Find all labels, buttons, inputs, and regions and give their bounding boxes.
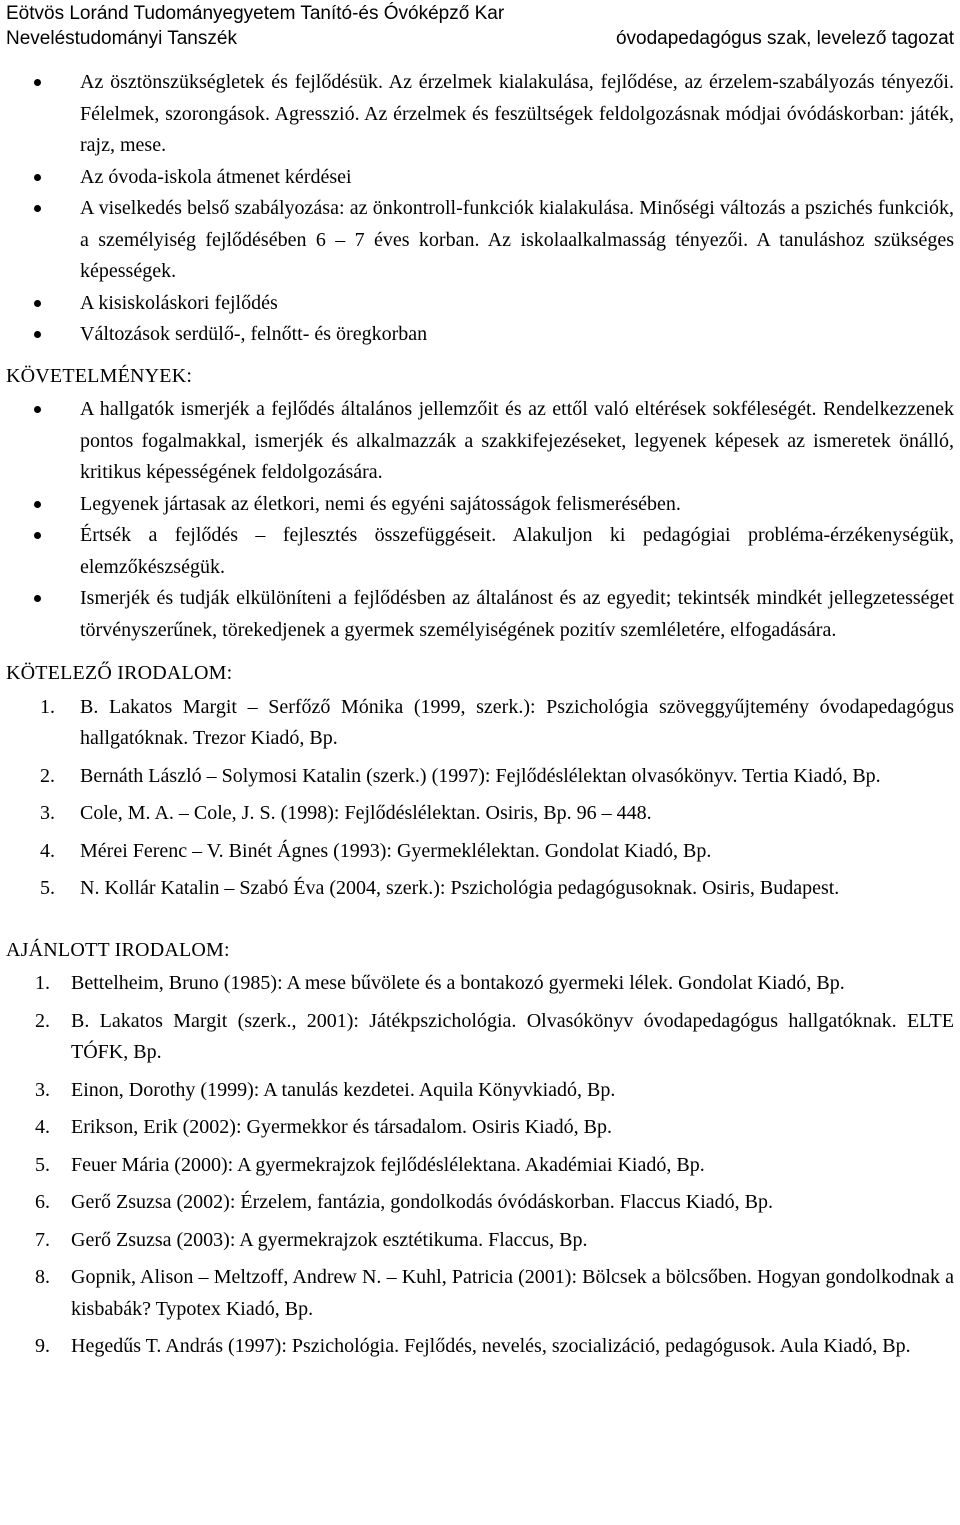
literature-item bbox=[6, 692, 954, 755]
item-number: 3. bbox=[40, 802, 55, 824]
topic-item: A kisiskoláskori fejlődés bbox=[6, 288, 954, 320]
program-name: óvodapedagógus szak, levelező tagozat bbox=[615, 28, 954, 49]
item-number: 9. bbox=[35, 1335, 50, 1357]
item-number: 2. bbox=[35, 1009, 50, 1032]
item-number: 4. bbox=[40, 839, 55, 862]
item-number: 4. bbox=[35, 1116, 50, 1138]
item-text: Gerő Zsuzsa (2003): A gyermekrajzok esztétikuma. Flaccus, Bp. bbox=[71, 1228, 588, 1251]
item-text: Gerő Zsuzsa (2002): Érzelem, fantázia, gondolkodás óvódáskorban. Flaccus Kiadó, Bp. bbox=[71, 1191, 774, 1213]
required-literature-list bbox=[6, 692, 954, 905]
section-spacer bbox=[6, 905, 954, 925]
item-text: B. Lakatos Margit (szerk., 2001): Játékpszichológia. Olvasókönyv óvodapedagógus hallgatóknak. ELTE TÓFK, Bp. bbox=[71, 1009, 954, 1063]
item-text: Einon, Dorothy (1999): A tanulás kezdetei. Aquila Könyvkiadó, Bp. bbox=[71, 1078, 616, 1101]
literature-item bbox=[6, 1112, 954, 1144]
recommended-literature-list bbox=[6, 968, 954, 1363]
item-number: 3. bbox=[35, 1078, 50, 1101]
literature-item bbox=[6, 761, 954, 793]
item-number: 5. bbox=[40, 877, 55, 899]
literature-item bbox=[6, 1331, 954, 1363]
item-text: Cole, M. A. – Cole, J. S. (1998): Fejlődéslélektan. Osiris, Bp. 96 – 448. bbox=[80, 802, 652, 824]
item-text: Feuer Mária (2000): A gyermekrajzok fejlődéslélektana. Akadémiai Kiadó, Bp. bbox=[71, 1153, 705, 1176]
item-text: Mérei Ferenc – V. Binét Ágnes (1993): Gyermeklélektan. Gondolat Kiadó, Bp. bbox=[80, 839, 712, 862]
department-name: Neveléstudományi Tanszék bbox=[6, 28, 237, 49]
requirements-title: KÖVETELMÉNYEK: bbox=[6, 364, 193, 387]
requirements-list bbox=[6, 394, 954, 646]
item-number: 1. bbox=[40, 695, 55, 718]
item-text: Bettelheim, Bruno (1985): A mese bűvölete és a bontakozó gyermeki lélek. Gondolat Kiadó, Bp. bbox=[71, 972, 845, 994]
item-text: N. Kollár Katalin – Szabó Éva (2004, szerk.): Pszichológia pedagógusoknak. Osiris, Budapest. bbox=[80, 877, 840, 899]
header-row-1 bbox=[6, 1, 954, 26]
topic-item: A viselkedés belső szabályozása: az önkontroll-funkciók kialakulása. Minőségi változás a pszichés funkciók, a személyiség fejlődésében 6 – 7 éves korban. Az iskolaalkalmasság tényezői. A tanuláshoz szükséges képességek. bbox=[6, 193, 954, 288]
literature-item bbox=[6, 1187, 954, 1219]
document-body bbox=[6, 56, 954, 1363]
requirement-item: Értsék a fejlődés – fejlesztés összefüggéseit. Alakuljon ki pedagógiai probléma-érzékenységük, elemzőkészségük. bbox=[6, 520, 954, 583]
literature-item bbox=[6, 1262, 954, 1325]
item-number: 7. bbox=[35, 1228, 50, 1251]
item-number: 1. bbox=[35, 972, 50, 994]
literature-item bbox=[6, 1075, 954, 1107]
item-number: 2. bbox=[40, 764, 55, 787]
item-number: 6. bbox=[35, 1191, 50, 1213]
literature-item bbox=[6, 1006, 954, 1069]
topic-list bbox=[6, 67, 954, 351]
header-row-2 bbox=[6, 26, 954, 51]
literature-item bbox=[6, 798, 954, 830]
item-text: Gopnik, Alison – Meltzoff, Andrew N. – Kuhl, Patricia (2001): Bölcsek a bölcsőben. Hogyan gondolkodnak a kisbabák? Typotex Kiadó, Bp. bbox=[71, 1266, 954, 1320]
requirement-item: Ismerjék és tudják elkülöníteni a fejlődésben az általánost és az egyedit; tekintsék mindkét jellegzetességet törvényszerűnek, törekedjenek a gyermek személyiségének pozitív szemléletére, elfogadására. bbox=[6, 583, 954, 646]
page-header bbox=[6, 0, 954, 56]
requirement-item: A hallgatók ismerjék a fejlődés általános jellemzőit és az ettől való eltérések sokféleségét. Rendelkezzenek pontos fogalmakkal, ismerjék és alkalmazzák a szakkifejezéseket, legyenek képesek az ismeretek önálló, kritikus képességének feldolgozására. bbox=[6, 394, 954, 489]
topic-item: Az ösztönszükségletek és fejlődésük. Az érzelmek kialakulása, fejlődése, az érzelem-szabályozás tényezői. Félelmek, szorongások. Agresszió. Az érzelmek és feszültségek feldolgozásnak módjai óvódáskorban: játék, rajz, mese. bbox=[6, 67, 954, 162]
literature-item bbox=[6, 968, 954, 1000]
item-text: Bernáth László – Solymosi Katalin (szerk.) (1997): Fejlődéslélektan olvasókönyv. Tertia Kiadó, Bp. bbox=[80, 764, 881, 787]
requirement-item: Legyenek jártasak az életkori, nemi és egyéni sajátosságok felismerésében. bbox=[6, 489, 954, 521]
literature-item bbox=[6, 873, 954, 905]
topic-item: Az óvoda-iskola átmenet kérdései bbox=[6, 162, 954, 194]
topic-item: Változások serdülő-, felnőtt- és öregkorban bbox=[6, 319, 954, 351]
literature-item bbox=[6, 1150, 954, 1182]
institution-name: Eötvös Loránd Tudományegyetem Tanító-és Óvóképző Kar bbox=[6, 3, 505, 24]
item-number: 8. bbox=[35, 1266, 50, 1288]
item-text: B. Lakatos Margit – Serfőző Mónika (1999, szerk.): Pszichológia szöveggyűjtemény óvodapedagógus hallgatóknak. Trezor Kiadó, Bp. bbox=[80, 695, 954, 749]
recommended-literature-title: AJÁNLOTT IRODALOM: bbox=[6, 938, 230, 961]
item-number: 5. bbox=[35, 1153, 50, 1176]
literature-item bbox=[6, 1225, 954, 1257]
required-literature-title: KÖTELEZŐ IRODALOM: bbox=[6, 662, 233, 684]
item-text: Erikson, Erik (2002): Gyermekkor és társadalom. Osiris Kiadó, Bp. bbox=[71, 1116, 613, 1138]
item-text: Hegedűs T. András (1997): Pszichológia. Fejlődés, nevelés, szocializáció, pedagógusok. Aula Kiadó, Bp. bbox=[71, 1335, 911, 1357]
literature-item bbox=[6, 836, 954, 868]
